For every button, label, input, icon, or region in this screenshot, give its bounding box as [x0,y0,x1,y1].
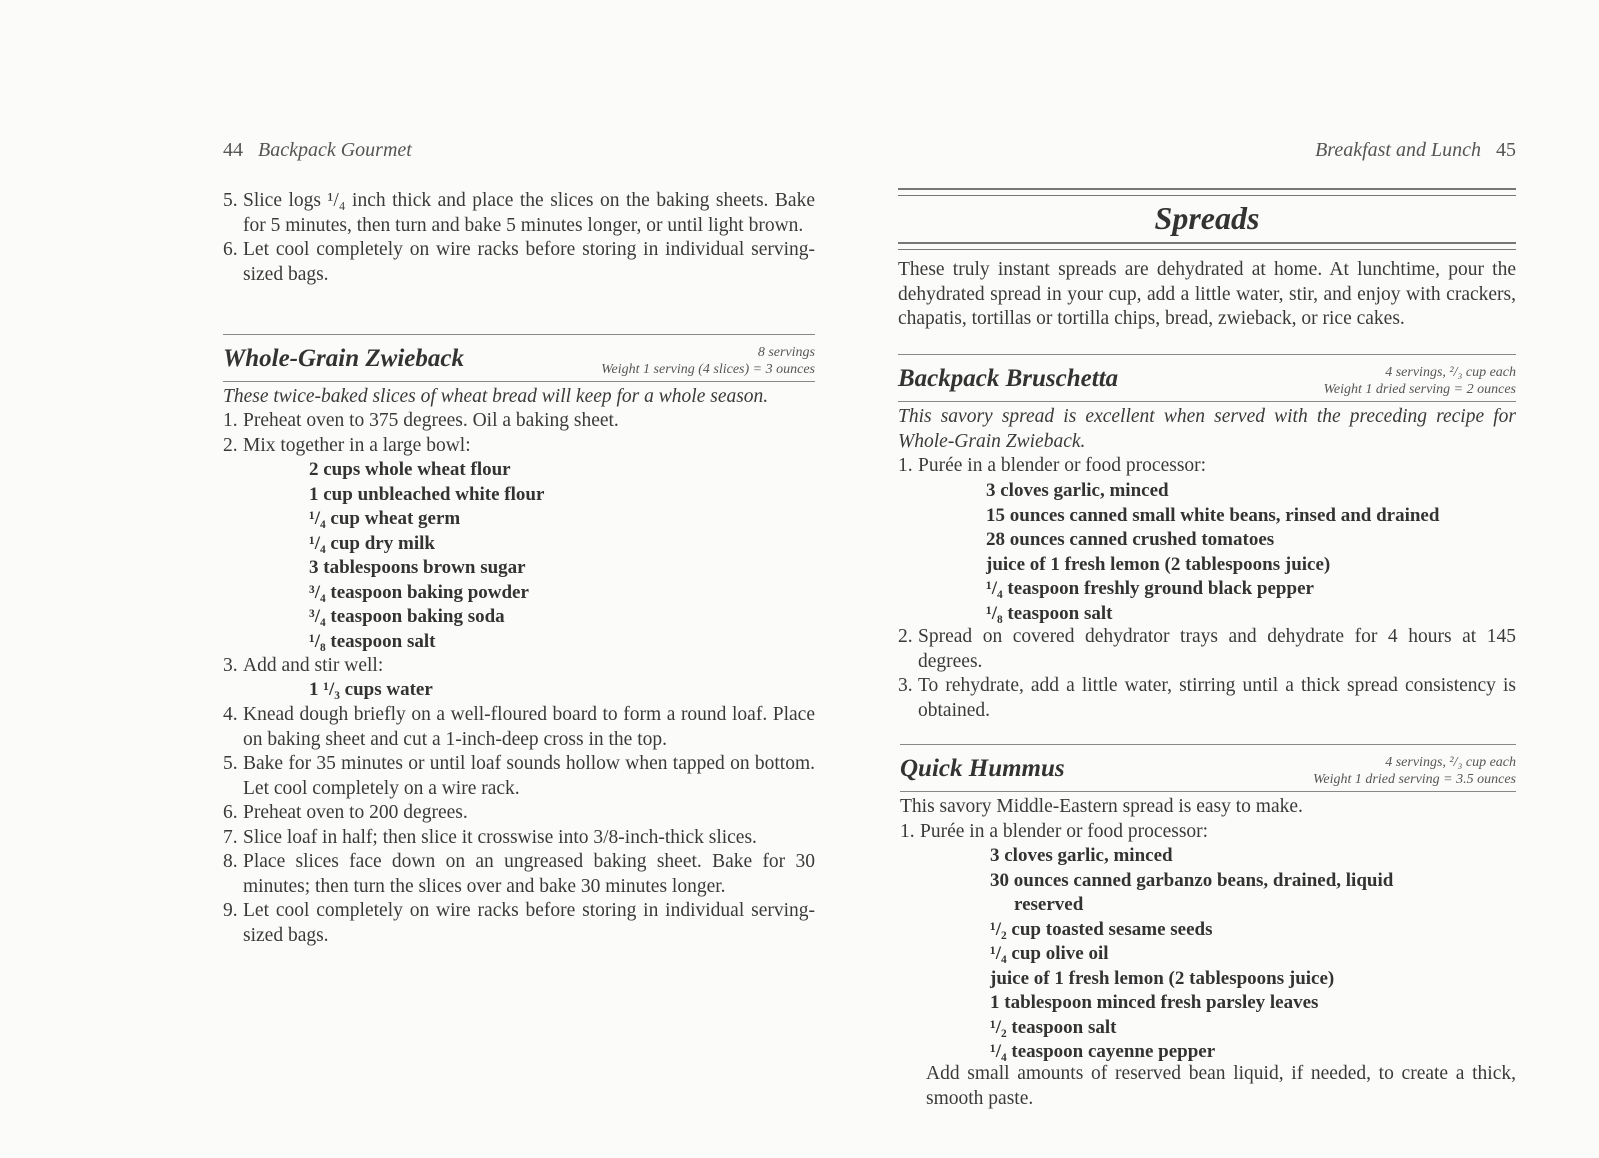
recipe-weight: Weight 1 dried serving = 3.5 ounces [1313,772,1516,787]
step-number: 3. [223,655,238,676]
recipe-servings: 8 servings [757,345,815,360]
step-text: Add and stir well: [243,655,384,676]
step-text: Purée in a blender or food processor: [920,821,1209,842]
banner-rule-top [898,188,1516,196]
step-text: Preheat oven to 200 degrees. [243,802,468,823]
step-number: 8. [223,851,238,872]
recipe-title: Quick Hummus [900,755,1065,782]
page-number: 45 [1496,139,1516,161]
recipe-intro: This savory spread is excellent when served with the preceding recipe for Whole-Grain Zwieback. [898,406,1516,452]
recipe-servings: 4 servings, ²/₃ cup each [1385,365,1516,380]
step-text: To rehydrate, add a little water, stirring until a thick spread consistency is obtained. [918,675,1516,721]
step-number: 7. [223,826,238,848]
recipe-meta [1313,754,1516,788]
step-item [223,850,815,899]
recipe-steps-a [900,820,1516,845]
step-number: 2. [223,434,238,456]
step-number: 1. [900,821,915,842]
step-text: Spread on covered dehydrator trays and dehydrate for 4 hours at 145 degrees. [918,626,1516,672]
continued-steps [223,189,815,287]
step-text: Slice logs ¹/₄ inch thick and place the slices on the baking sheets. Bake for 5 minutes, then turn and bake 5 minutes longer, or until light brown. [243,190,815,236]
recipe-intro: This savory Middle-Eastern spread is easy to make. [900,796,1303,817]
ingredient-item: ¹/₈ teaspoon salt [309,630,436,652]
recipe-weight: Weight 1 serving (4 slices) = 3 ounces [601,362,815,377]
step-item [898,674,1516,723]
ingredient-item: ¹/₂ cup toasted sesame seeds [990,918,1213,940]
step-text: Mix together in a large bowl: [243,434,471,456]
step-number: 9. [223,900,238,921]
banner-rule-bottom [898,242,1516,250]
step-number: 6. [223,239,238,260]
step-number: 4. [223,704,238,725]
section-intro: These truly instant spreads are dehydrated at home. At lunchtime, pour the dehydrated spread in your cup, add a little water, stir, and enjoy with crackers, chapatis, tortillas or tortilla chips, bread, zwieback, or rice cakes. [898,259,1516,329]
step-item [223,654,815,679]
recipe-steps-a [898,454,1516,479]
recipe-intro: These twice-baked slices of wheat bread will keep for a whole season. [223,386,769,407]
recipe-meta [1324,364,1516,398]
ingredient-list [309,458,544,654]
ingredient-item: 30 ounces canned garbanzo beans, drained, liquid reserved [990,869,1394,915]
ingredient-item: ¹/₄ teaspoon cayenne pepper [990,1041,1216,1062]
recipe-meta [601,344,815,378]
step-number: 5. [223,190,238,211]
ingredient-item: 2 cups whole wheat flour [309,459,511,480]
step-text: Let cool completely on wire racks before storing in individual serving-sized bags. [243,900,815,946]
ingredient-item: 15 ounces canned small white beans, rinsed and drained [986,504,1440,526]
ingredient-item: ³/₄ teaspoon baking soda [309,606,505,627]
step-item [223,434,815,459]
ingredient-list-water [309,678,433,703]
step-item [898,625,1516,674]
step-number: 6. [223,802,238,823]
step-text: Bake for 35 minutes or until loaf sounds hollow when tapped on bottom. Let cool completely on a wire rack. [243,753,815,799]
ingredient-item: 1 ¹/₃ cups water [309,679,433,700]
step-item [223,703,815,752]
step-text: Place slices face down on an ungreased baking sheet. Bake for 30 minutes; then turn the slices over and bake 30 minutes longer. [243,851,815,897]
step-text: Purée in a blender or food processor: [918,455,1207,476]
ingredient-item: juice of 1 fresh lemon (2 tablespoons juice) [990,967,1335,989]
step-item [900,820,1516,845]
step-number: 1. [898,455,913,476]
step-number: 3. [898,675,913,696]
step-item [223,899,815,948]
step-text: Preheat oven to 375 degrees. Oil a baking sheet. [243,410,619,431]
recipe-header-zwieback [223,334,815,382]
page-number: 44 [223,139,243,161]
step-text: Knead dough briefly on a well-floured board to form a round loaf. Place on baking sheet and cut a 1-inch-deep cross in the top. [243,704,815,750]
ingredient-item: ¹/₂ teaspoon salt [990,1016,1117,1038]
step-item [223,752,815,801]
step-item [223,238,815,287]
step-number: 2. [898,626,913,647]
recipe-steps-b [223,654,815,679]
step-item [223,409,815,434]
ingredient-item: juice of 1 fresh lemon (2 tablespoons juice) [986,553,1331,575]
ingredient-item: 28 ounces canned crushed tomatoes [986,529,1275,550]
recipe-weight: Weight 1 dried serving = 2 ounces [1323,382,1516,397]
ingredient-item: 1 tablespoon minced fresh parsley leaves [990,992,1319,1013]
recipe-header-bruschetta [898,354,1516,402]
ingredient-item: 3 cloves garlic, minced [990,845,1173,866]
ingredient-item: ¹/₄ cup olive oil [990,943,1109,964]
ingredient-list [986,479,1439,626]
recipe-title: Whole-Grain Zwieback [223,345,464,372]
ingredient-item: ¹/₄ cup dry milk [309,532,435,554]
right-running-head [1315,139,1516,162]
recipe-note: Add small amounts of reserved bean liquid, if needed, to create a thick, smooth paste. [926,1063,1516,1109]
section-title: Spreads [1154,200,1260,236]
ingredient-item: 1 cup unbleached white flour [309,483,545,505]
left-running-head [223,139,412,162]
step-number: 5. [223,753,238,774]
ingredient-item: 3 tablespoons brown sugar [309,557,526,578]
recipe-servings: 4 servings, ²/₃ cup each [1385,755,1516,770]
step-item [898,454,1516,479]
recipe-title: Backpack Bruschetta [898,365,1119,392]
recipe-steps-c [223,703,815,948]
step-item [223,801,815,826]
step-number: 1. [223,410,238,431]
recipe-steps-a [223,409,815,458]
ingredient-item: ¹/₄ teaspoon freshly ground black pepper [986,578,1314,599]
ingredient-item: ¹/₄ cup wheat germ [309,508,461,529]
recipe-steps-b [898,625,1516,723]
ingredient-item: ³/₄ teaspoon baking powder [309,581,529,603]
running-title: Breakfast and Lunch [1315,139,1481,161]
ingredient-item: 3 cloves garlic, minced [986,480,1169,501]
ingredient-list [990,844,1450,1065]
step-text: Let cool completely on wire racks before storing in individual serving-sized bags. [243,239,815,285]
step-text: Slice loaf in half; then slice it crosswise into 3/8-inch-thick slices. [243,826,757,848]
ingredient-item: ¹/₈ teaspoon salt [986,602,1113,624]
step-item [223,826,815,851]
step-item [223,189,815,238]
recipe-header-hummus [900,744,1516,792]
section-banner [898,188,1516,250]
running-title: Backpack Gourmet [258,139,412,161]
